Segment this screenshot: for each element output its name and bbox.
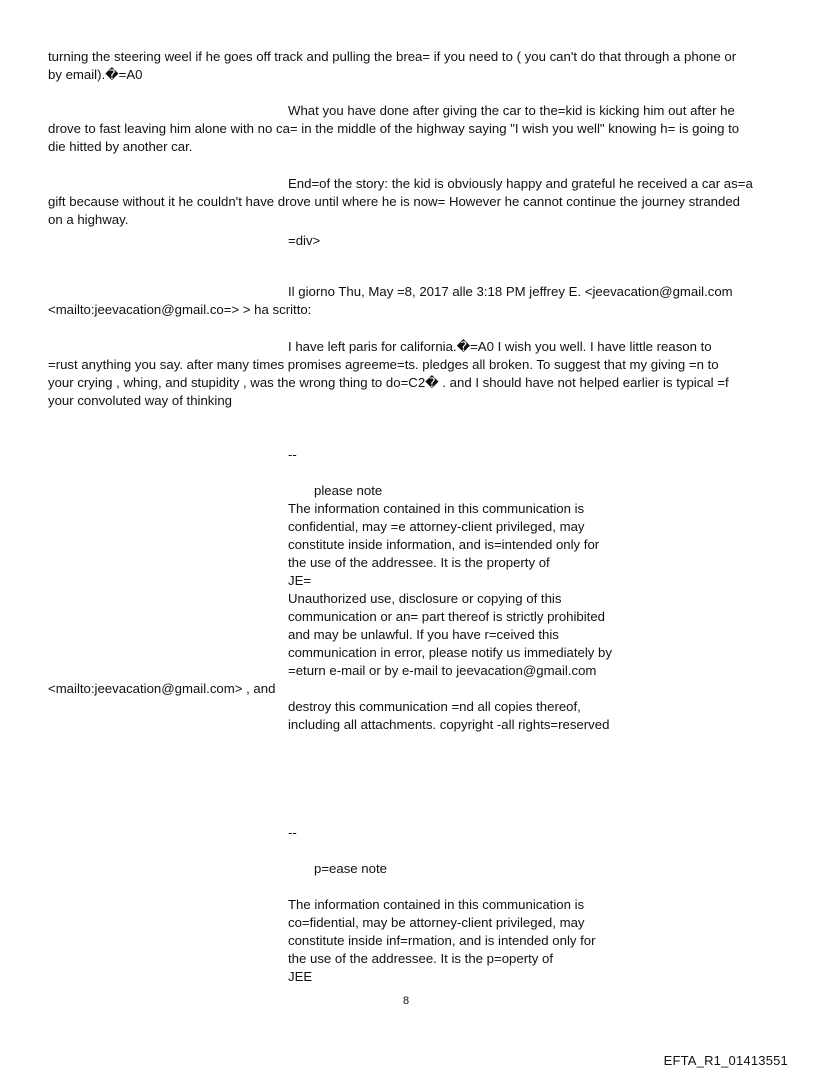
- disclaimer-line: communication or an= part thereof is strictly prohibited: [288, 609, 606, 624]
- disclaimer-line: constitute inside information, and is=intended only for: [288, 537, 600, 552]
- text-line: your convoluted way of thinking: [48, 393, 233, 408]
- text-line: =div>: [288, 233, 321, 248]
- disclaimer-line: the use of the addressee. It is the p=operty of: [288, 951, 554, 966]
- text-line: die hitted by another car.: [48, 139, 193, 154]
- text-line: What you have done after giving the car to the=kid is kicking him out after he: [288, 103, 735, 118]
- text-line: =rust anything you say. after many times promises agreeme=ts. pledges all broken. To suggest that my giving =n to: [48, 357, 719, 372]
- disclaimer-line: including all attachments. copyright -all rights=reserved: [288, 717, 610, 732]
- disclaimer-line: co=fidential, may be attorney-client privileged, may: [288, 915, 585, 930]
- text-line: drove to fast leaving him alone with no ca= in the middle of the highway saying "I wish you well" knowing h= is going to: [48, 121, 740, 136]
- signature-separator: --: [288, 447, 297, 462]
- text-line: on a highway.: [48, 212, 129, 227]
- disclaimer-line: =eturn e-mail or by e-mail to jeevacation@gmail.com: [288, 663, 597, 678]
- text-line: turning the steering weel if he goes off track and pulling the brea= if you need to ( you can't do that through a phone or: [48, 49, 737, 64]
- signature-separator: --: [288, 825, 297, 840]
- disclaimer-line: confidential, may =e attorney-client privileged, may: [288, 519, 585, 534]
- disclaimer-heading: p=ease note: [314, 861, 387, 876]
- disclaimer-line: Unauthorized use, disclosure or copying of this: [288, 591, 562, 606]
- text-line: by email).�=A0: [48, 67, 143, 82]
- disclaimer-line: and may be unlawful. If you have r=ceived this: [288, 627, 559, 642]
- page-number: 8: [403, 995, 410, 1007]
- text-line: I have left paris for california.�=A0 I wish you well. I have little reason to: [288, 339, 712, 354]
- quote-header-line: Il giorno Thu, May =8, 2017 alle 3:18 PM jeffrey E. <jeevacation@gmail.com: [288, 284, 733, 299]
- disclaimer-line: communication in error, please notify us immediately by: [288, 645, 612, 660]
- text-line: gift because without it he couldn't have drove until where he is now= However he cannot continue the journey stranded: [48, 194, 740, 209]
- disclaimer-line: JEE: [288, 969, 313, 984]
- text-line: End=of the story: the kid is obviously happy and grateful he received a car as=a: [288, 176, 753, 191]
- disclaimer-line: <mailto:jeevacation@gmail.com> , and: [48, 681, 276, 696]
- disclaimer-line: destroy this communication =nd all copies thereof,: [288, 699, 581, 714]
- disclaimer-line: JE=: [288, 573, 312, 588]
- disclaimer-line: constitute inside inf=rmation, and is intended only for: [288, 933, 596, 948]
- disclaimer-line: the use of the addressee. It is the property of: [288, 555, 550, 570]
- disclaimer-line: The information contained in this communication is: [288, 897, 585, 912]
- bates-number: EFTA_R1_01413551: [663, 1053, 788, 1068]
- text-line: your crying , whing, and stupidity , was the wrong thing to do=C2� . and I should have not helped earlier is typical =f: [48, 375, 729, 390]
- disclaimer-heading: please note: [314, 483, 383, 498]
- disclaimer-line: The information contained in this communication is: [288, 501, 585, 516]
- quote-header-line: <mailto:jeevacation@gmail.co=> > ha scritto:: [48, 302, 312, 317]
